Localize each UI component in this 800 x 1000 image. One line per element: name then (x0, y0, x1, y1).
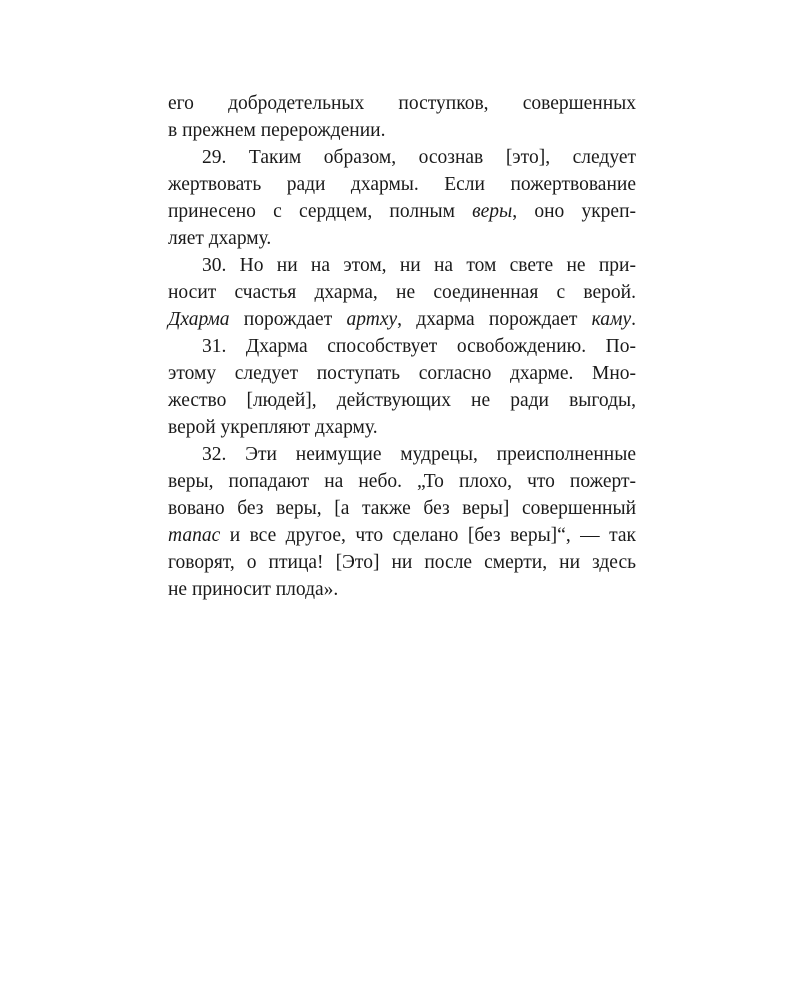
text-line (168, 495, 636, 522)
italic-term: тапас (168, 525, 221, 546)
text-line (168, 90, 636, 117)
text-segment: говорят, о птица! [Это] ни после смерти, ни здесь (168, 552, 636, 573)
text-line (168, 360, 636, 387)
text-line (168, 306, 636, 333)
text-segment: жество [людей], действующих не ради выгоды, (168, 390, 636, 411)
text-line (168, 522, 636, 549)
italic-term: каму (591, 309, 632, 330)
text-segment: ляет дхарму. (168, 228, 272, 249)
text-line (168, 252, 636, 279)
italic-term: веры (472, 201, 513, 222)
text-segment: этому следует поступать согласно дхарме. Мно- (168, 363, 636, 384)
text-segment: принесено с сердцем, полным (168, 201, 473, 222)
text-segment: жертвовать ради дхармы. Если пожертвование (168, 174, 636, 195)
text-line (168, 171, 636, 198)
text-segment: в прежнем перерождении. (168, 120, 386, 141)
body-text (168, 90, 636, 603)
text-line (168, 333, 636, 360)
text-line (168, 414, 636, 441)
text-line (168, 468, 636, 495)
text-segment: 31. Дхарма способствует освобождению. По- (202, 336, 636, 357)
text-line (168, 576, 636, 603)
text-segment: вовано без веры, [а также без веры] совершенный (168, 498, 636, 519)
text-segment: 30. Но ни на этом, ни на том свете не при- (202, 255, 636, 276)
text-segment: , оно укреп- (512, 201, 637, 222)
text-segment: веры, попадают на небо. „То плохо, что пожерт- (168, 471, 636, 492)
text-segment: 32. Эти неимущие мудрецы, преисполненные (202, 444, 636, 465)
text-segment: его добродетельных поступков, совершенных (168, 93, 636, 114)
italic-term: артху (346, 309, 398, 330)
text-segment: не приносит плода». (168, 579, 339, 600)
text-line (168, 549, 636, 576)
text-segment: носит счастья дхарма, не соединенная с верой. (168, 282, 636, 303)
text-segment: порождает (229, 309, 347, 330)
text-segment: . (631, 309, 636, 330)
text-segment: 29. Таким образом, осознав [это], следует (202, 147, 636, 168)
text-segment: и все другое, что сделано [без веры]“, — так (220, 525, 636, 546)
text-segment: верой укрепляют дхарму. (168, 417, 378, 438)
text-line (168, 279, 636, 306)
text-line (168, 441, 636, 468)
text-line (168, 117, 636, 144)
text-line (168, 225, 636, 252)
italic-term: Дхарма (168, 309, 230, 330)
text-segment: , дхарма порождает (397, 309, 592, 330)
text-line (168, 198, 636, 225)
text-line (168, 144, 636, 171)
text-line (168, 387, 636, 414)
